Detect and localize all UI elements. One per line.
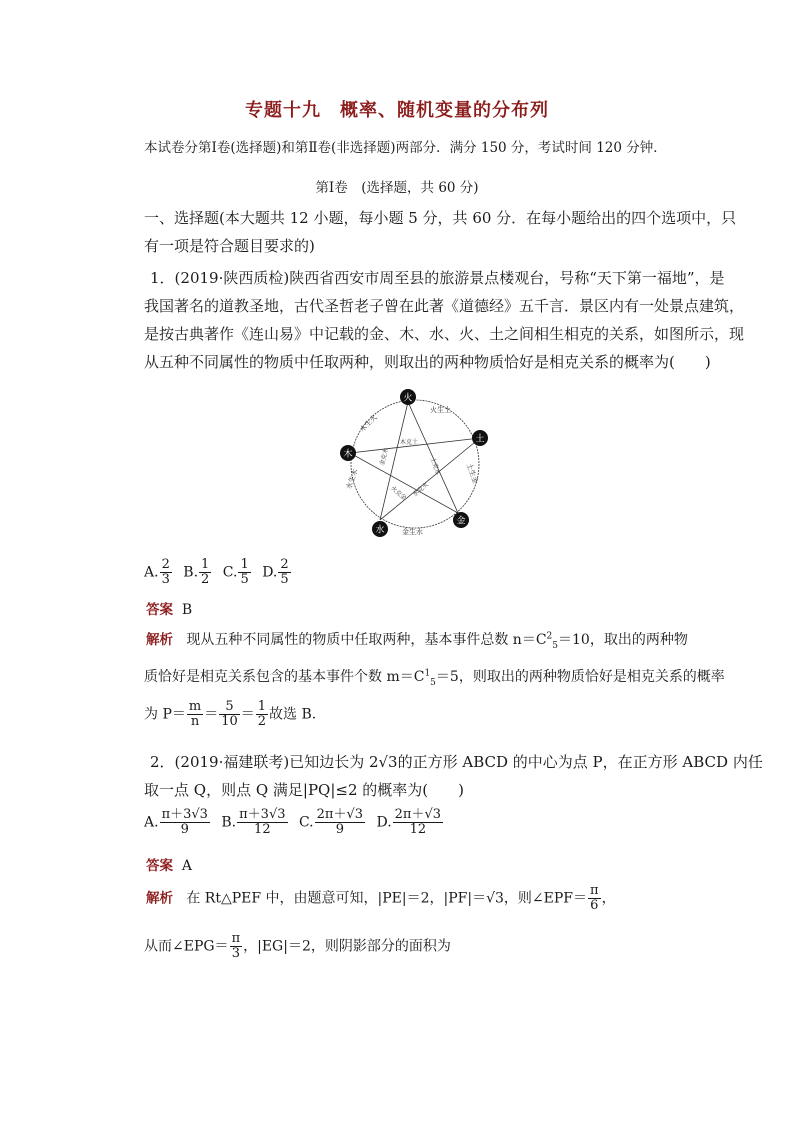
inner-label-4: 金克木 [378,447,391,467]
answer-value: B [181,602,193,618]
section-desc-line1: 一、选择题(本大题共 12 小题，每小题 5 分，共 60 分．在每小题给出的四个选项中，只 [144,209,737,227]
q2-option-b[interactable]: B. $\frac{\pi+3√3}{12}$ [221,807,286,837]
q1-analysis-line3: 为 P＝ $\frac{m}{n}$ ＝ $\frac{5}{10}$ ＝ $\frac{1}{2}$ 故选 B. [144,699,317,729]
q1-answer [146,598,192,618]
q2-option-c[interactable]: C. $\frac{2\pi+√3}{9}$ [298,807,364,837]
element-text-0: 火 [403,393,413,404]
page-title: 专题十九 概率、随机变量的分布列 [245,100,549,121]
inner-label-0: 木克土 [400,439,419,446]
answer-value: A [181,858,193,874]
q1-line4: 从五种不同属性的物质中任取两种，则取出的两种物质恰好是相克关系的概率为( ) [144,353,711,371]
element-text-3: 水 [375,525,385,536]
q1-option-d[interactable]: D. $\frac{2}{5}$ [262,557,289,587]
inner-label-2: 水克火 [411,481,431,499]
q2-answer [146,854,192,874]
q1-line3: 是按古典著作《连山易》中记载的金、木、水、火、土之间相生相克的关系，如图所示，现 [144,325,745,343]
q2-line1: 2．(2019·福建联考)已知边长为 2√3的正方形 ABCD 的中心为点 P，在正方形 ABCD 内任 [150,753,763,771]
q1-option-c[interactable]: C. $\frac{1}{5}$ [222,557,249,587]
analysis-label: 解析 [146,632,173,648]
q2-analysis-line2: 从而∠EPG＝ $\frac{\pi}{3}$ ，|EG|＝2，则阴影部分的面积为 [144,931,451,961]
outer-label-4: 木生火 [358,413,379,434]
q1-option-a[interactable]: A. $\frac{2}{3}$ [144,557,170,587]
outer-label-3: 水生木 [344,467,360,491]
q2-option-a[interactable]: A. $\frac{\pi+3√3}{9}$ [144,807,208,837]
analysis-label: 解析 [146,890,173,907]
section-desc-line2: 有一项是符合题目要求的) [144,237,315,255]
element-text-1: 土 [475,434,485,445]
q1-line2: 我国著名的道教圣地，古代圣哲老子曾在此著《道德经》五千言．景区内有一处景点建筑， [144,297,745,315]
answer-label: 答案 [146,602,173,618]
answer-label: 答案 [146,858,173,874]
inner-label-3: 火克金 [389,484,408,502]
q1-analysis-line2: 质恰好是相克关系包含的基本事件个数 $m=C^1_5=5$，则取出的两种物质恰好是相克关系的概率 [144,668,725,688]
q1-options [144,558,298,587]
section-heading: 第Ⅰ卷 (选择题，共 60 分) [315,180,479,196]
q1-analysis-line1: 解析 现从五种不同属性的物质中任取两种，基本事件总数 $n=C^2_5=10$，取出的两种物 [146,631,688,651]
outer-label-1: 土生金 [464,462,480,485]
element-text-2: 金 [456,516,466,527]
element-text-4: 木 [343,449,353,460]
q2-analysis-line1: 解析 在 Rt△PEF 中，由题意可知，|PE|＝2，|PF|＝√3，则∠EPF＝ $\frac{\pi}{6}$ ， [146,883,616,913]
outer-label-0: 火生土 [430,406,451,414]
q1-line1: 1．(2019·陕西质检)陕西省西安市周至县的旅游景点楼观台，号称“天下第一福地”，是 [150,269,725,287]
exam-intro: 本试卷分第Ⅰ卷(选择题)和第Ⅱ卷(非选择题)两部分．满分 150 分，考试时间 120 分钟． [144,140,667,156]
q2-options [144,808,450,837]
five-elements-diagram [330,382,500,542]
inner-label-1: 土克水 [428,456,442,476]
q2-line2: 取一点 Q，则点 Q 满足|PQ|≤2 的概率为( ) [144,781,464,799]
q2-option-d[interactable]: D. $\frac{2\pi+√3}{12}$ [376,807,442,837]
q1-option-b[interactable]: B. $\frac{1}{2}$ [183,557,210,587]
outer-label-2: 金生水 [402,528,423,536]
